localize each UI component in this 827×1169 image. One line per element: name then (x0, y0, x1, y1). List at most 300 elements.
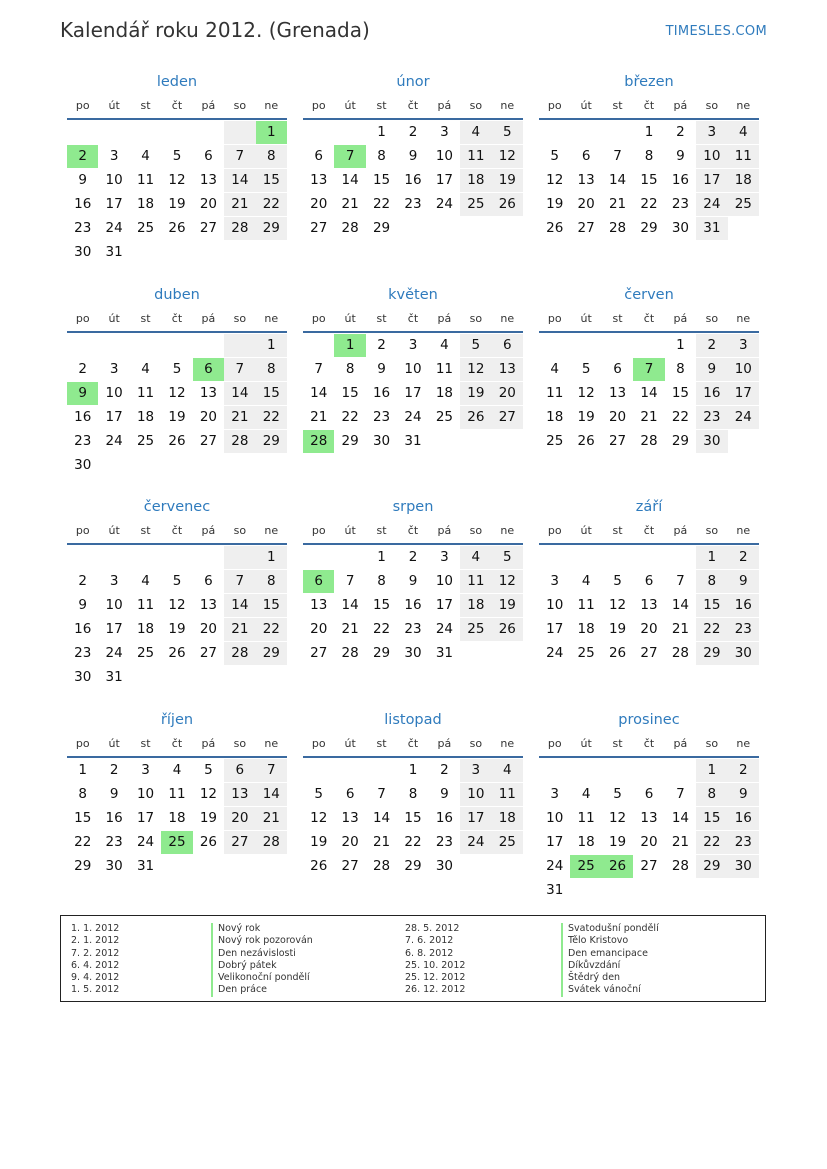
weekend-day-cell: 21 (256, 807, 287, 830)
weekday-label: út (108, 736, 120, 750)
weekday-label: pá (201, 311, 216, 325)
day-cell: 8 (644, 148, 654, 164)
weekday-label: po (547, 311, 562, 325)
week-row (67, 593, 287, 617)
day-cell: 14 (640, 384, 658, 401)
day-cell: 13 (640, 597, 658, 613)
legend-date: 9. 4. 2012 (71, 972, 120, 984)
day-cell: 8 (377, 148, 386, 164)
weekday-label: út (344, 311, 356, 325)
empty-day-cell (130, 334, 161, 357)
day-cell: 6 (644, 785, 654, 802)
weekend-day-cell: 4 (728, 121, 759, 144)
day-cell: 16 (372, 384, 391, 401)
legend-holiday-name: Den nezávislosti (211, 948, 405, 960)
holiday-day-cell: 7 (633, 358, 664, 381)
empty-day-cell (303, 546, 334, 569)
day-cell: 24 (105, 645, 123, 661)
day-cell: 22 (74, 833, 92, 850)
weekday-label: út (580, 311, 592, 325)
day-cell: 26 (168, 432, 186, 449)
weekend-day-cell: 29 (696, 642, 727, 665)
week-row (539, 758, 759, 782)
week-row (539, 830, 759, 854)
weekday-label: st (140, 524, 151, 537)
weekday-label: so (705, 311, 719, 325)
week-row (303, 357, 523, 381)
empty-day-cell (98, 121, 129, 144)
day-cell: 27 (310, 645, 328, 661)
day-cell: 28 (640, 432, 658, 449)
day-cell: 29 (372, 220, 391, 236)
legend-date: 28. 5. 2012 (405, 923, 460, 934)
day-cell: 10 (435, 573, 454, 589)
day-cell: 5 (314, 785, 323, 802)
day-cell: 10 (105, 384, 123, 401)
empty-day-cell (193, 546, 224, 569)
empty-day-cell (303, 334, 334, 357)
day-cell: 17 (546, 621, 564, 637)
weekday-header (303, 94, 523, 120)
empty-day-cell (224, 666, 255, 689)
holiday-day-cell: 9 (67, 382, 98, 405)
day-cell: 23 (404, 196, 422, 212)
weekend-day-cell: 15 (696, 807, 727, 830)
day-cell: 8 (78, 785, 87, 802)
week-row (539, 357, 759, 381)
weekday-header (539, 94, 759, 120)
week-row (539, 806, 759, 830)
weekday-label: po (75, 736, 90, 750)
day-cell: 25 (435, 408, 454, 425)
weekday-label: út (344, 524, 356, 537)
empty-day-cell (161, 855, 192, 878)
empty-day-cell (696, 879, 727, 902)
day-cell: 7 (676, 785, 685, 802)
weekend-day-cell: 3 (696, 121, 727, 144)
day-cell: 11 (546, 384, 564, 401)
weekend-day-cell: 8 (696, 570, 727, 593)
day-cell: 25 (546, 432, 564, 449)
weekend-day-cell: 29 (256, 642, 287, 665)
day-cell: 4 (550, 360, 559, 377)
day-cell: 24 (546, 645, 564, 661)
empty-day-cell (633, 546, 664, 569)
day-cell: 11 (168, 785, 186, 802)
day-cell: 16 (74, 196, 92, 212)
day-cell: 1 (644, 124, 654, 140)
day-cell: 22 (372, 621, 391, 637)
day-cell: 21 (341, 621, 359, 637)
weekend-day-cell: 29 (256, 217, 287, 240)
day-cell: 12 (608, 809, 627, 826)
day-cell: 19 (608, 621, 627, 637)
day-cell: 22 (372, 196, 391, 212)
day-cell: 3 (141, 761, 150, 778)
empty-day-cell (539, 759, 570, 782)
weekend-day-cell: 10 (696, 145, 727, 168)
empty-day-cell (633, 334, 664, 357)
holiday-day-cell: 7 (334, 145, 365, 168)
week-row (67, 782, 287, 806)
day-cell: 12 (310, 809, 328, 826)
month-calendar (303, 708, 523, 921)
empty-day-cell (161, 334, 192, 357)
weekend-day-cell: 16 (728, 594, 759, 617)
day-cell: 12 (199, 785, 218, 802)
weekend-day-cell: 18 (728, 169, 759, 192)
weekday-label: út (580, 524, 592, 537)
day-cell: 5 (172, 360, 182, 377)
empty-day-cell (67, 334, 98, 357)
legend-holiday-name: Svatodušní pondělí (561, 923, 761, 935)
day-cell: 3 (109, 573, 119, 589)
empty-day-cell (492, 855, 523, 878)
day-cell: 5 (204, 761, 213, 778)
day-cell: 24 (136, 833, 155, 850)
empty-day-cell (397, 217, 428, 240)
day-cell: 25 (136, 645, 155, 661)
month-calendar (303, 70, 523, 283)
day-cell: 28 (671, 857, 690, 874)
day-cell: 3 (109, 360, 119, 377)
holiday-day-cell: 28 (303, 430, 334, 453)
empty-day-cell (602, 334, 633, 357)
day-cell: 26 (310, 857, 328, 874)
month-name: srpen (392, 499, 434, 515)
weekday-label: po (311, 99, 326, 112)
weekend-day-cell: 3 (460, 759, 491, 782)
day-cell: 30 (105, 857, 123, 874)
day-cell: 8 (408, 785, 418, 802)
month-name: prosinec (618, 711, 680, 728)
weekday-label: po (547, 524, 562, 537)
week-row (67, 429, 287, 453)
day-cell: 1 (676, 336, 685, 353)
weekend-day-cell: 13 (492, 358, 523, 381)
weekday-label: pá (673, 311, 688, 325)
weekend-day-cell: 4 (460, 121, 491, 144)
weekday-label: ne (500, 99, 515, 112)
weekend-day-cell: 21 (224, 406, 255, 429)
day-cell: 27 (640, 645, 658, 661)
weekend-day-cell: 28 (256, 831, 287, 854)
day-cell: 12 (577, 384, 595, 401)
day-cell: 7 (613, 148, 622, 164)
weekend-day-cell: 17 (460, 807, 491, 830)
weekend-day-cell: 23 (696, 406, 727, 429)
month-name: listopad (384, 711, 442, 728)
day-cell: 8 (676, 360, 685, 377)
empty-day-cell (224, 121, 255, 144)
weekday-label: st (140, 736, 151, 750)
month-name: leden (156, 74, 198, 90)
week-row (303, 806, 523, 830)
day-cell: 1 (78, 761, 87, 778)
legend-date: 25. 10. 2012 (405, 959, 466, 971)
weekday-header (539, 307, 759, 333)
month-calendar (67, 70, 287, 283)
day-cell: 20 (640, 833, 658, 850)
weekend-day-cell: 1 (696, 759, 727, 782)
day-cell: 18 (577, 621, 595, 637)
weekend-day-cell: 5 (460, 334, 491, 357)
day-cell: 20 (577, 196, 595, 212)
empty-day-cell (67, 546, 98, 569)
weekend-day-cell: 8 (256, 145, 287, 168)
month-calendar (539, 708, 759, 921)
empty-day-cell (539, 334, 570, 357)
day-cell: 30 (74, 669, 92, 685)
day-cell: 27 (199, 432, 218, 449)
day-cell: 5 (172, 573, 182, 589)
weekday-label: po (547, 736, 562, 750)
weekend-day-cell: 18 (492, 807, 523, 830)
week-row (67, 453, 287, 477)
day-cell: 1 (377, 549, 386, 565)
empty-day-cell (602, 121, 633, 144)
empty-day-cell (98, 334, 129, 357)
legend-holiday-name: Štědrý den (561, 972, 761, 984)
day-cell: 24 (404, 408, 422, 425)
weekday-header (67, 519, 287, 545)
weekend-day-cell: 9 (728, 570, 759, 593)
day-cell: 28 (608, 220, 627, 236)
week-row (67, 545, 287, 569)
day-cell: 14 (608, 172, 627, 188)
day-cell: 28 (341, 645, 359, 661)
weekend-day-cell: 3 (728, 334, 759, 357)
weekend-day-cell: 14 (224, 594, 255, 617)
weekday-header (539, 732, 759, 758)
month-name: červenec (143, 499, 211, 515)
empty-day-cell (161, 666, 192, 689)
empty-day-cell (602, 546, 633, 569)
day-cell: 18 (435, 384, 454, 401)
week-row (303, 758, 523, 782)
day-cell: 8 (345, 360, 355, 377)
weekday-label: ne (736, 99, 751, 112)
day-cell: 2 (78, 360, 87, 377)
day-cell: 9 (78, 172, 87, 188)
day-cell: 22 (404, 833, 422, 850)
month-calendar (67, 495, 287, 708)
day-cell: 11 (136, 172, 155, 188)
empty-day-cell (130, 666, 161, 689)
holiday-day-cell: 25 (161, 831, 192, 854)
week-row (67, 758, 287, 782)
day-cell: 10 (546, 597, 564, 613)
day-cell: 13 (341, 809, 359, 826)
weekend-day-cell: 7 (224, 358, 255, 381)
day-cell: 7 (345, 573, 355, 589)
day-cell: 3 (550, 573, 559, 589)
weekend-day-cell: 30 (728, 855, 759, 878)
weekend-day-cell: 26 (492, 193, 523, 216)
weekend-day-cell: 28 (224, 642, 255, 665)
weekday-label: po (311, 311, 326, 325)
empty-day-cell (224, 454, 255, 477)
weekend-day-cell: 25 (728, 193, 759, 216)
weekend-day-cell: 11 (492, 783, 523, 806)
day-cell: 30 (74, 244, 92, 260)
empty-day-cell (130, 546, 161, 569)
legend-date: 26. 12. 2012 (405, 984, 466, 996)
empty-day-cell (728, 217, 759, 240)
day-cell: 2 (78, 573, 87, 589)
empty-day-cell (98, 454, 129, 477)
empty-day-cell (429, 430, 460, 453)
empty-day-cell (130, 121, 161, 144)
day-cell: 14 (341, 172, 359, 188)
day-cell: 5 (613, 785, 622, 802)
day-cell: 14 (372, 809, 391, 826)
weekday-label: út (344, 99, 356, 112)
weekend-day-cell: 19 (492, 594, 523, 617)
day-cell: 18 (136, 196, 155, 212)
weekday-label: so (469, 524, 483, 537)
weekend-day-cell: 14 (224, 169, 255, 192)
week-row (303, 854, 523, 878)
weekday-label: ne (264, 99, 279, 112)
day-cell: 4 (141, 360, 150, 377)
weekend-day-cell: 30 (696, 430, 727, 453)
empty-day-cell (98, 546, 129, 569)
day-cell: 9 (408, 148, 418, 164)
day-cell: 12 (546, 172, 564, 188)
weekend-day-cell: 20 (224, 807, 255, 830)
week-row (303, 381, 523, 405)
legend-date: 1. 5. 2012 (71, 984, 120, 996)
legend-names-column-2 (561, 923, 761, 997)
week-row (67, 569, 287, 593)
empty-day-cell (492, 642, 523, 665)
day-cell: 10 (404, 360, 422, 377)
weekend-day-cell: 29 (256, 430, 287, 453)
weekday-label: pá (437, 311, 452, 325)
weekday-label: st (376, 311, 387, 325)
day-cell: 26 (199, 833, 218, 850)
week-row (67, 333, 287, 357)
week-row (539, 617, 759, 641)
week-row (539, 168, 759, 192)
day-cell: 19 (310, 833, 328, 850)
day-cell: 2 (109, 761, 119, 778)
weekday-label: čt (643, 736, 655, 750)
empty-day-cell (728, 879, 759, 902)
empty-day-cell (602, 879, 633, 902)
month-name: září (635, 499, 663, 515)
day-cell: 11 (435, 360, 454, 377)
weekday-label: st (376, 99, 387, 112)
month-name: duben (154, 286, 200, 303)
weekend-day-cell: 24 (460, 831, 491, 854)
weekend-day-cell: 1 (256, 546, 287, 569)
week-row (539, 192, 759, 216)
day-cell: 4 (581, 785, 591, 802)
week-row (303, 192, 523, 216)
day-cell: 5 (172, 148, 182, 164)
day-cell: 15 (671, 384, 690, 401)
legend-date: 7. 6. 2012 (405, 935, 454, 947)
day-cell: 5 (581, 360, 591, 377)
day-cell: 18 (577, 833, 595, 850)
day-cell: 1 (377, 124, 386, 140)
week-row (303, 593, 523, 617)
weekend-day-cell: 2 (696, 334, 727, 357)
weekend-day-cell: 18 (460, 169, 491, 192)
day-cell: 22 (671, 408, 690, 425)
empty-day-cell (366, 759, 397, 782)
weekend-day-cell: 10 (460, 783, 491, 806)
weekend-day-cell: 22 (256, 406, 287, 429)
weekday-label: pá (437, 99, 452, 112)
weekday-label: čt (407, 99, 419, 112)
week-row (539, 429, 759, 453)
day-cell: 14 (671, 597, 690, 613)
weekend-day-cell: 12 (492, 145, 523, 168)
day-cell: 2 (408, 124, 418, 140)
day-cell: 23 (372, 408, 391, 425)
day-cell: 14 (341, 597, 359, 613)
weekday-label: so (233, 311, 247, 325)
empty-day-cell (161, 454, 192, 477)
day-cell: 17 (105, 408, 123, 425)
brand-link[interactable]: TIMESLES.COM (665, 24, 767, 39)
weekend-day-cell: 27 (224, 831, 255, 854)
day-cell: 12 (168, 384, 186, 401)
day-cell: 27 (199, 645, 218, 661)
weekday-header (539, 519, 759, 545)
week-row (539, 878, 759, 902)
weekend-day-cell: 15 (696, 594, 727, 617)
weekday-label: so (705, 736, 719, 750)
empty-day-cell (67, 121, 98, 144)
weekday-label: pá (673, 99, 688, 112)
weekday-label: pá (437, 736, 452, 750)
day-cell: 16 (74, 621, 92, 637)
day-cell: 18 (168, 809, 186, 826)
day-cell: 19 (168, 408, 186, 425)
day-cell: 9 (676, 148, 685, 164)
weekday-label: po (75, 524, 90, 537)
weekend-day-cell: 25 (492, 831, 523, 854)
weekday-header (303, 732, 523, 758)
weekend-day-cell: 22 (696, 831, 727, 854)
day-cell: 8 (377, 573, 386, 589)
weekday-label: ne (736, 311, 751, 325)
day-cell: 20 (310, 621, 328, 637)
weekday-label: út (580, 99, 592, 112)
weekday-header (67, 732, 287, 758)
weekend-day-cell: 30 (728, 642, 759, 665)
weekday-label: pá (673, 524, 688, 537)
weekday-label: ne (500, 524, 515, 537)
day-cell: 14 (310, 384, 328, 401)
day-cell: 11 (577, 809, 595, 826)
day-cell: 20 (310, 196, 328, 212)
day-cell: 29 (404, 857, 422, 874)
day-cell: 3 (550, 785, 559, 802)
week-row (539, 216, 759, 240)
week-row (303, 216, 523, 240)
empty-day-cell (539, 546, 570, 569)
weekend-day-cell: 15 (256, 382, 287, 405)
weekday-label: čt (643, 311, 655, 325)
weekday-label: čt (171, 311, 183, 325)
day-cell: 22 (341, 408, 359, 425)
weekend-day-cell: 24 (696, 193, 727, 216)
